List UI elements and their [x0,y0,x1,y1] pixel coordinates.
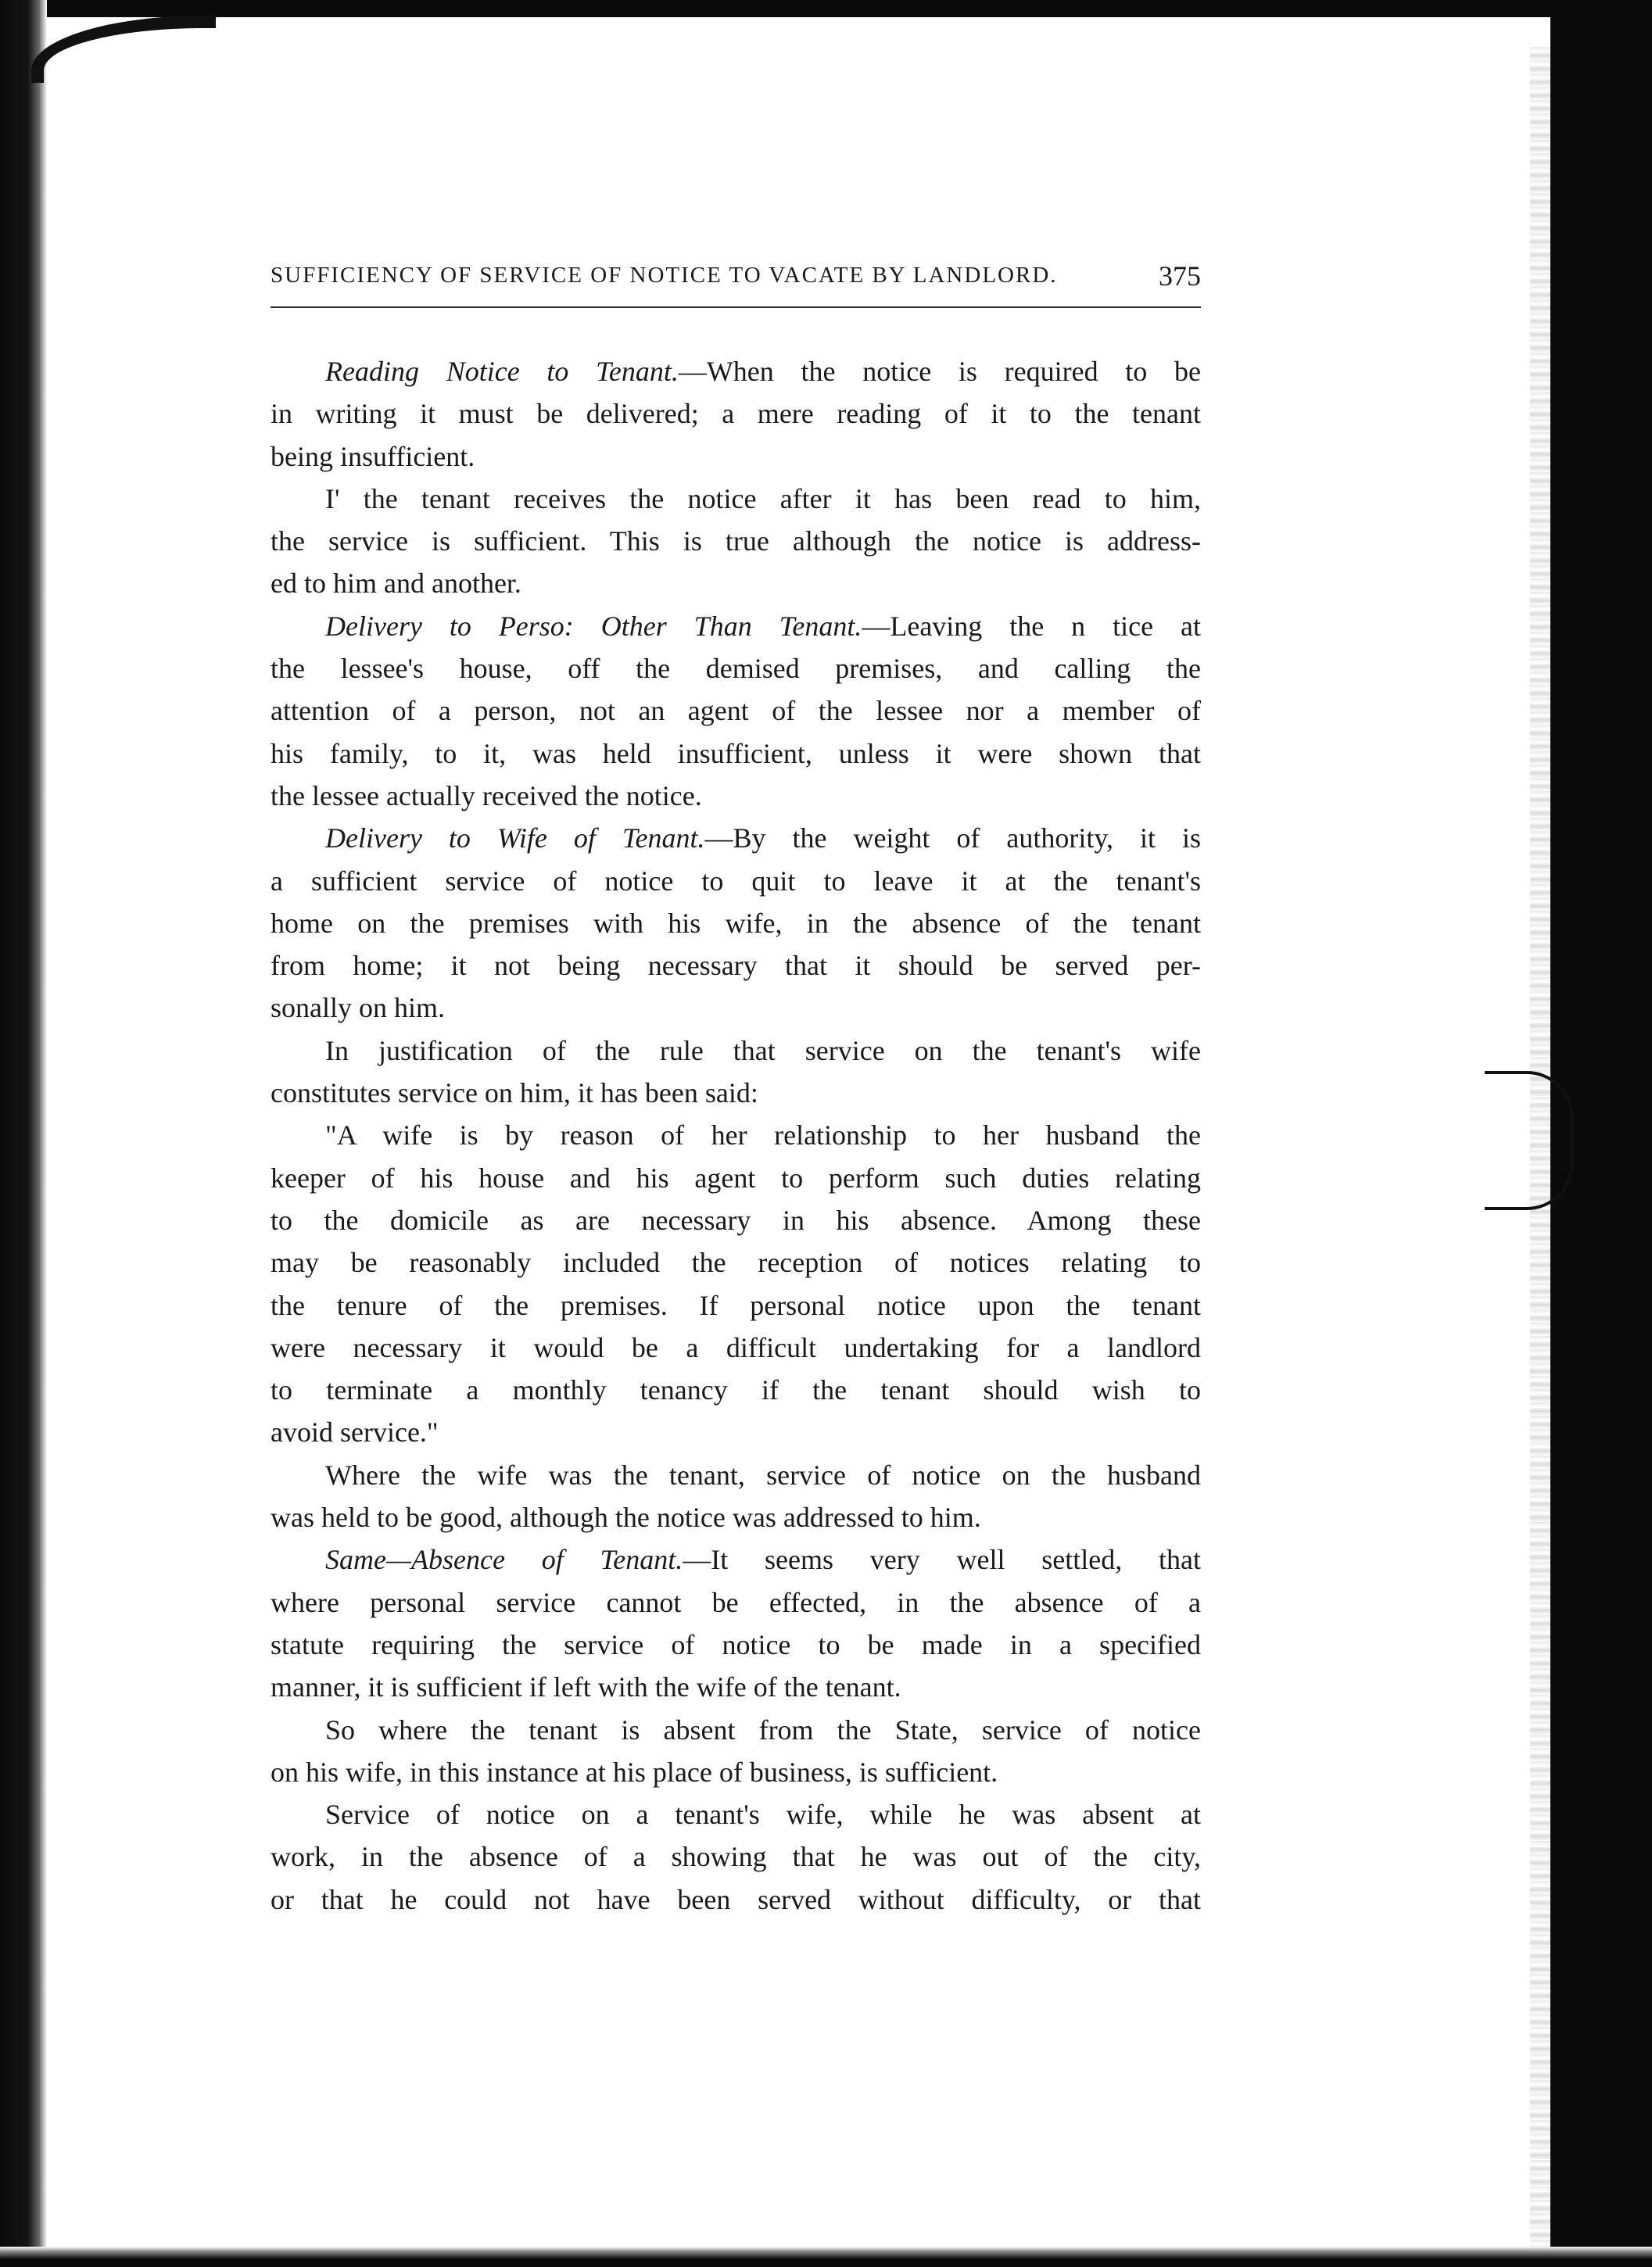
text-line [271,1369,1201,1411]
line-text: were necessary it would be a difficult undertaking for a landlord [271,1331,1201,1363]
text-line [271,902,1201,944]
line-text: the tenure of the premises. If personal notice upon the tenant [271,1289,1201,1321]
section-heading: Same—Absence of Tenant. [325,1544,683,1576]
text-line [271,775,1201,817]
line-text: —By the weight of authority, it is [704,822,1201,854]
text-line [271,1241,1201,1284]
line-text: being insufficient. [271,440,475,472]
text-line [271,1793,1201,1835]
section-heading: Delivery to Wife of Tenant. [325,822,705,854]
line-text: where personal service cannot be effected, in the absence of a [271,1586,1201,1618]
text-line [271,944,1201,987]
line-text: statute requiring the service of notice to be made in a specified [271,1628,1201,1660]
text-line [271,1199,1201,1241]
body-text [271,350,1201,1921]
line-text: to terminate a monthly tenancy if the tenant should wish to [271,1374,1201,1406]
text-line [271,350,1201,392]
line-text: his family, to it, was held insufficient, unless it were shown that [271,737,1201,769]
text-line [271,647,1201,689]
line-text: may be reasonably included the reception of notices relating to [271,1247,1201,1279]
header-rule [271,306,1201,308]
text-line [271,1709,1201,1751]
text-line [271,1581,1201,1624]
line-text: the lessee actually received the notice. [271,779,702,811]
line-text: "A wife is by reason of her relationship to her husband the [325,1119,1201,1151]
text-line [271,732,1201,775]
line-text: keeper of his house and his agent to perform such duties relating [271,1162,1201,1194]
line-text: or that he could not have been served without difficulty, or that [271,1883,1201,1915]
line-text: Service of notice on a tenant's wife, while he was absent at [325,1799,1201,1831]
text-line [271,1030,1201,1072]
running-title: SUFFICIENCY OF SERVICE OF NOTICE TO VACATE BY LANDLORD. [271,263,1058,288]
section-heading: Reading Notice to Tenant. [325,356,679,387]
scan-page-curl [31,16,216,83]
line-text: attention of a person, not an agent of the lessee nor a member of [271,695,1201,727]
line-text: In justification of the rule that service on the tenant's wife [325,1034,1201,1066]
text-line [271,520,1201,562]
line-text: avoid service." [271,1416,439,1449]
text-line [271,1114,1201,1156]
text-line [271,1666,1201,1708]
text-line [271,860,1201,902]
line-text: home on the premises with his wife, in the absence of the tenant [271,907,1201,939]
text-line [271,1624,1201,1666]
running-header [271,260,1201,299]
text-line [271,1538,1201,1581]
text-line [271,562,1201,604]
text-line [271,435,1201,478]
text-line [271,1496,1201,1538]
text-line [271,817,1201,859]
text-line [271,987,1201,1029]
text-line [271,1411,1201,1453]
line-text: the lessee's house, off the demised premises, and calling the [271,653,1201,685]
line-text: —It seems very well settled, that [683,1544,1201,1576]
line-text: So where the tenant is absent from the State, service of notice [325,1714,1201,1746]
page-number: 375 [1159,260,1201,292]
text-line [271,478,1201,520]
line-text: from home; it not being necessary that it should be served per- [271,950,1201,982]
line-text: in writing it must be delivered; a mere reading of it to the tenant [271,398,1201,430]
line-text: the service is sufficient. This is true although the notice is address- [271,525,1201,557]
line-text: a sufficient service of notice to quit to leave it at the tenant's [271,865,1201,897]
line-text: sonally on him. [271,992,445,1024]
scan-border-left [0,0,47,2267]
text-line [271,689,1201,732]
text-line [271,1454,1201,1496]
line-text: —When the notice is required to be [678,356,1201,387]
section-heading: Delivery to Perso: Other Than Tenant. [325,610,862,642]
line-text: —Leaving the n tice at [862,610,1201,642]
text-line [271,392,1201,435]
line-text: to the domicile as are necessary in his absence. Among these [271,1204,1201,1236]
text-line [271,1157,1201,1199]
line-text: work, in the absence of a showing that he was out of the city, [271,1841,1201,1873]
scan-border-top [0,0,1652,17]
text-line [271,1835,1201,1878]
text-line [271,1751,1201,1793]
line-text: I' the tenant receives the notice after it has been read to him, [325,482,1201,514]
text-line [271,1284,1201,1327]
line-text: ed to him and another. [271,568,521,600]
text-line [271,605,1201,647]
text-line [271,1327,1201,1369]
line-text: was held to be good, although the notice was addressed to him. [271,1502,981,1534]
scan-border-bottom [0,2247,1652,2267]
text-line [271,1878,1201,1921]
line-text: on his wife, in this instance at his place of business, is sufficient. [271,1756,998,1788]
scan-clip-mark [1485,1071,1574,1210]
text-line [271,1072,1201,1114]
line-text: Where the wife was the tenant, service of notice on the husband [325,1459,1201,1491]
line-text: constitutes service on him, it has been said: [271,1077,758,1109]
line-text: manner, it is sufficient if left with the wife of the tenant. [271,1671,901,1703]
